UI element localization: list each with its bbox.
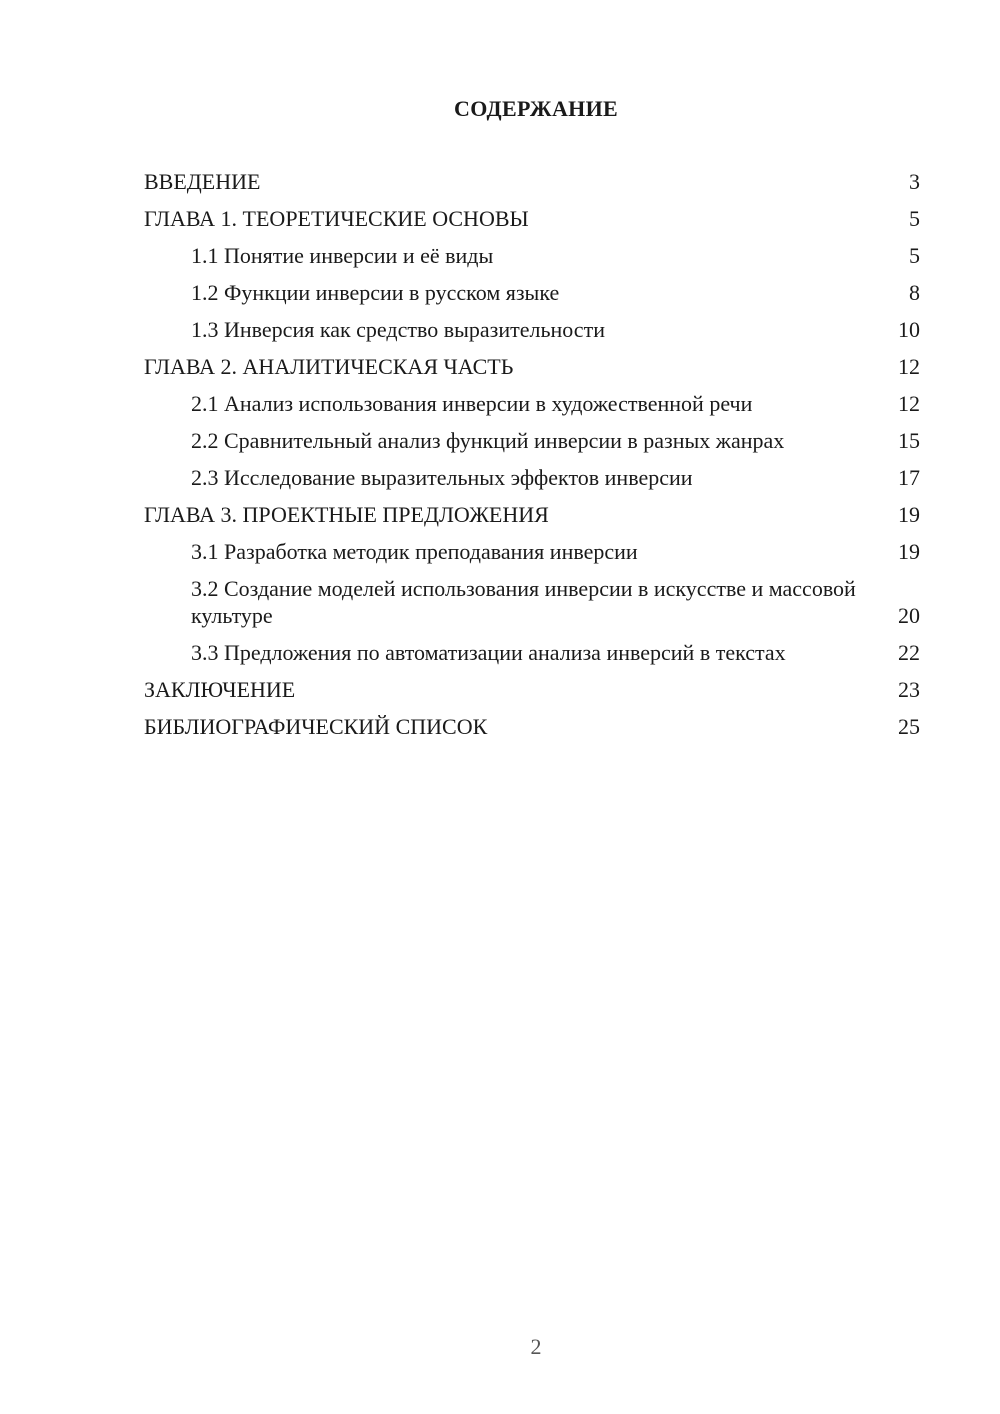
table-of-contents bbox=[144, 168, 920, 750]
toc-entry-page: 22 bbox=[898, 640, 920, 665]
toc-entry-page: 8 bbox=[909, 280, 920, 305]
toc-entry-section-3-1[interactable] bbox=[144, 538, 920, 565]
toc-entry-section-1-2[interactable] bbox=[144, 279, 920, 306]
toc-entry-label: ЗАКЛЮЧЕНИЕ bbox=[144, 677, 296, 702]
toc-entry-label: 2.1 Анализ использования инверсии в художественной речи bbox=[191, 391, 753, 416]
toc-entry-section-2-1[interactable] bbox=[144, 390, 920, 417]
toc-entry-label: БИБЛИОГРАФИЧЕСКИЙ СПИСОК bbox=[144, 714, 488, 739]
toc-entry-page: 19 bbox=[898, 502, 920, 527]
toc-entry-label: 2.2 Сравнительный анализ функций инверсии в разных жанрах bbox=[191, 428, 785, 453]
toc-entry-label: 3.1 Разработка методик преподавания инверсии bbox=[191, 539, 638, 564]
toc-entry-page: 12 bbox=[898, 391, 920, 416]
toc-entry-section-3-2[interactable] bbox=[144, 575, 920, 629]
toc-entry-label: ГЛАВА 1. ТЕОРЕТИЧЕСКИЕ ОСНОВЫ bbox=[144, 206, 529, 231]
toc-entry-label: ГЛАВА 3. ПРОЕКТНЫЕ ПРЕДЛОЖЕНИЯ bbox=[144, 502, 549, 527]
toc-entry-label: 1.2 Функции инверсии в русском языке bbox=[191, 280, 560, 305]
toc-entry-label: 3.3 Предложения по автоматизации анализа инверсий в текстах bbox=[191, 640, 786, 665]
toc-entry-conclusion[interactable] bbox=[144, 676, 920, 703]
toc-entry-bibliography[interactable] bbox=[144, 713, 920, 740]
toc-entry-page: 5 bbox=[909, 206, 920, 231]
toc-entry-section-1-1[interactable] bbox=[144, 242, 920, 269]
toc-entry-chapter-1[interactable] bbox=[144, 205, 920, 232]
toc-entry-introduction[interactable] bbox=[144, 168, 920, 195]
toc-entry-label: ГЛАВА 2. АНАЛИТИЧЕСКАЯ ЧАСТЬ bbox=[144, 354, 514, 379]
toc-entry-section-2-3[interactable] bbox=[144, 464, 920, 491]
page-title: СОДЕРЖАНИЕ bbox=[454, 96, 618, 121]
toc-entry-page: 10 bbox=[898, 317, 920, 342]
toc-entry-page: 5 bbox=[909, 243, 920, 268]
page-number: 2 bbox=[530, 1334, 542, 1359]
toc-entry-label: 1.1 Понятие инверсии и её виды bbox=[191, 243, 494, 268]
toc-entry-section-1-3[interactable] bbox=[144, 316, 920, 343]
toc-entry-page: 15 bbox=[898, 428, 920, 453]
toc-entry-label: 1.3 Инверсия как средство выразительности bbox=[191, 317, 605, 342]
toc-entry-section-2-2[interactable] bbox=[144, 427, 920, 454]
toc-entry-page: 19 bbox=[898, 539, 920, 564]
toc-entry-label: 3.2 Создание моделей использования инверсии в искусстве и массовой культуре bbox=[191, 576, 856, 628]
toc-entry-label: ВВЕДЕНИЕ bbox=[144, 169, 261, 194]
toc-entry-chapter-2[interactable] bbox=[144, 353, 920, 380]
toc-entry-label: 2.3 Исследование выразительных эффектов инверсии bbox=[191, 465, 693, 490]
toc-entry-section-3-3[interactable] bbox=[144, 639, 920, 666]
toc-entry-page: 20 bbox=[898, 603, 920, 628]
toc-entry-page: 25 bbox=[898, 714, 920, 739]
toc-entry-page: 12 bbox=[898, 354, 920, 379]
toc-entry-page: 3 bbox=[909, 169, 920, 194]
toc-entry-page: 17 bbox=[898, 465, 920, 490]
toc-entry-chapter-3[interactable] bbox=[144, 501, 920, 528]
toc-entry-page: 23 bbox=[898, 677, 920, 702]
